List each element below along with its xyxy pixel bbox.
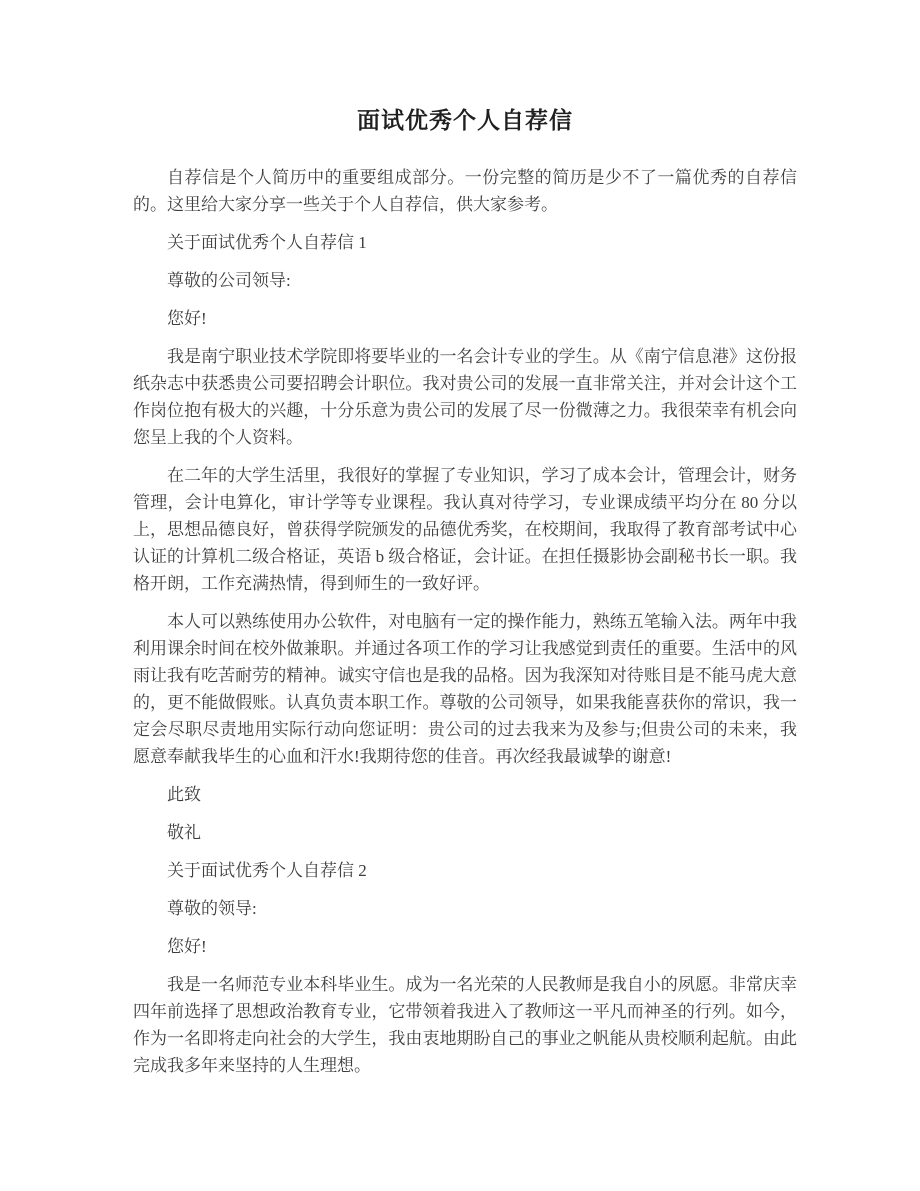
intro-paragraph: 自荐信是个人简历中的重要组成部分。一份完整的简历是少不了一篇优秀的自荐信的。这里给大家分享一些关于个人自荐信，供大家参考。 <box>133 168 797 214</box>
section-heading-2: 关于面试优秀个人自荐信 2 <box>167 861 367 880</box>
salutation-1: 尊敬的公司领导: <box>167 271 291 290</box>
body-paragraph-1: 我是南宁职业技术学院即将要毕业的一名会计专业的学生。从《南宁信息港》这份报纸杂志中获悉贵公司要招聘会计职位。我对贵公司的发展一直非常关注，并对会计这个工作岗位抱有极大的兴趣，十分乐意为贵公司的发展了尽一份微薄之力。我很荣幸有机会向您呈上我的个人资料。 <box>133 347 797 447</box>
salutation-2: 尊敬的领导: <box>167 899 257 918</box>
section-heading-1: 关于面试优秀个人自荐信 1 <box>167 233 367 252</box>
greeting-2: 您好! <box>167 937 207 956</box>
greeting-1: 您好! <box>167 309 207 328</box>
body-paragraph-3: 本人可以熟练使用办公软件，对电脑有一定的操作能力，熟练五笔输入法。两年中我利用课余时间在校外做兼职。并通过各项工作的学习让我感觉到责任的重要。生活中的风雨让我有吃苦耐劳的精神。诚实守信也是我的品格。因为我深知对待账目是不能马虎大意的，更不能做假账。认真负责本职工作。尊敬的公司领导，如果我能喜获你的常识，我一定会尽职尽责地用实际行动向您证明：贵公司的过去我来为及参与;但贵公司的未来，我愿意奉献我毕生的心血和汗水!我期待您的佳音。再次经我最诚挚的谢意! <box>133 612 797 766</box>
document-title: 面试优秀个人自荐信 <box>357 108 573 133</box>
closing-cizhi: 此致 <box>167 785 201 804</box>
body-paragraph-2: 在二年的大学生活里，我很好的掌握了专业知识，学习了成本会计，管理会计，财务管理，会计电算化，审计学等专业课程。我认真对待学习，专业课成绩平均分在 80 分以上，思想品德良好，曾获得学院颁发的品德优秀奖，在校期间，我取得了教育部考试中心认证的计算机二级合格证，英语 b 级合格证，会计证。在担任摄影协会副秘书长一职。我格开朗，工作充满热情，得到师生的一致好评。 <box>133 466 797 593</box>
body-paragraph-4: 我是一名师范专业本科毕业生。成为一名光荣的人民教师是我自小的夙愿。非常庆幸四年前选择了思想政治教育专业，它带领着我进入了教师这一平凡而神圣的行列。如今，作为一名即将走向社会的大学生，我由衷地期盼自己的事业之帆能从贵校顺利起航。由此完成我多年来坚持的人生理想。 <box>133 975 797 1075</box>
closing-jingli: 敬礼 <box>167 823 201 842</box>
